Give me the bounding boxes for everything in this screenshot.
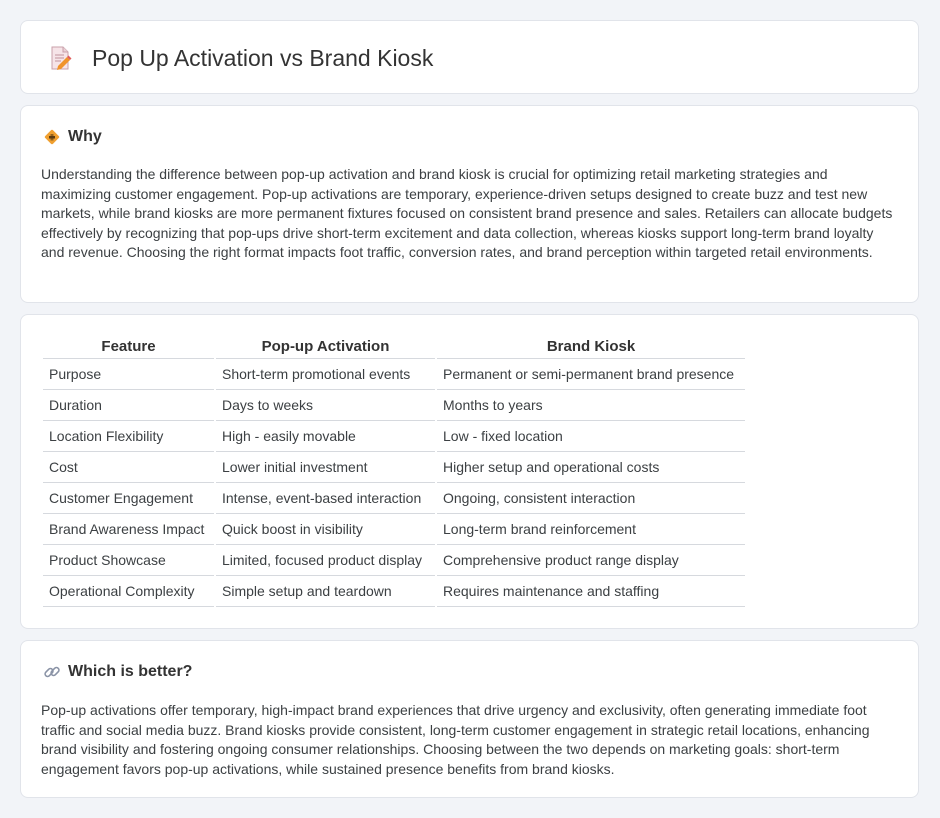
link-icon <box>43 663 61 681</box>
table-row <box>43 483 745 514</box>
why-heading: Why <box>68 128 102 145</box>
kiosk-cell: Comprehensive product range display <box>437 545 745 576</box>
feature-cell: Duration <box>43 390 214 421</box>
popup-cell: High - easily movable <box>216 421 435 452</box>
kiosk-cell: Low - fixed location <box>437 421 745 452</box>
kiosk-cell: Ongoing, consistent interaction <box>437 483 745 514</box>
table-header-row <box>43 335 745 359</box>
column-header-kiosk: Brand Kiosk <box>437 335 745 359</box>
popup-cell: Intense, event-based interaction <box>216 483 435 514</box>
document-pencil-icon <box>46 44 74 72</box>
popup-cell: Lower initial investment <box>216 452 435 483</box>
feature-cell: Brand Awareness Impact <box>43 514 214 545</box>
comparison-section <box>20 314 919 629</box>
popup-cell: Simple setup and teardown <box>216 576 435 607</box>
feature-cell: Customer Engagement <box>43 483 214 514</box>
better-paragraph: Pop-up activations offer temporary, high-impact brand experiences that drive urgency and exclusivity, often generating immediate foot traffic and social media buzz. Brand kiosks provide consistent, long-term customer engagement in strategic retail locations, enhancing brand visibility and fostering ongoing consumer relationships. Choosing between the two depends on marketing goals: short-term engagement favors pop-up activations, while sustained presence benefits from brand kiosks. <box>41 702 870 777</box>
why-paragraph: Understanding the difference between pop-up activation and brand kiosk is crucial for optimizing retail marketing strategies and maximizing customer engagement. Pop-up activations are temporary, experience-driven setups designed to create buzz and test new markets, while brand kiosks are more permanent fixtures focused on consistent brand presence and sales. Retailers can allocate budgets effectively by recognizing that pop-ups drive short-term excitement and data collection, whereas kiosks support long-term brand loyalty and revenue. Choosing the right format impacts foot traffic, conversion rates, and brand perception within targeted retail environments. <box>41 166 893 260</box>
column-header-popup: Pop-up Activation <box>216 335 435 359</box>
table-row <box>43 421 745 452</box>
title-row <box>46 44 433 72</box>
popup-cell: Limited, focused product display <box>216 545 435 576</box>
popup-cell: Quick boost in visibility <box>216 514 435 545</box>
comparison-table <box>41 335 747 607</box>
table-row <box>43 576 745 607</box>
kiosk-cell: Requires maintenance and staffing <box>437 576 745 607</box>
table-row <box>43 545 745 576</box>
page-title: Pop Up Activation vs Brand Kiosk <box>92 44 434 71</box>
better-heading: Which is better? <box>68 663 193 680</box>
feature-cell: Location Flexibility <box>43 421 214 452</box>
kiosk-cell: Higher setup and operational costs <box>437 452 745 483</box>
better-heading-row <box>43 663 192 681</box>
feature-cell: Cost <box>43 452 214 483</box>
popup-cell: Days to weeks <box>216 390 435 421</box>
diamond-sign-icon <box>43 128 61 146</box>
table-row <box>43 390 745 421</box>
feature-cell: Purpose <box>43 359 214 390</box>
table-row <box>43 359 745 390</box>
title-card <box>20 20 919 94</box>
kiosk-cell: Long-term brand reinforcement <box>437 514 745 545</box>
which-is-better-section <box>20 640 919 798</box>
feature-cell: Product Showcase <box>43 545 214 576</box>
kiosk-cell: Months to years <box>437 390 745 421</box>
why-section <box>20 105 919 303</box>
table-row <box>43 514 745 545</box>
popup-cell: Short-term promotional events <box>216 359 435 390</box>
kiosk-cell: Permanent or semi-permanent brand presence <box>437 359 745 390</box>
why-heading-row <box>43 128 102 146</box>
table-row <box>43 452 745 483</box>
column-header-feature: Feature <box>43 335 214 359</box>
feature-cell: Operational Complexity <box>43 576 214 607</box>
